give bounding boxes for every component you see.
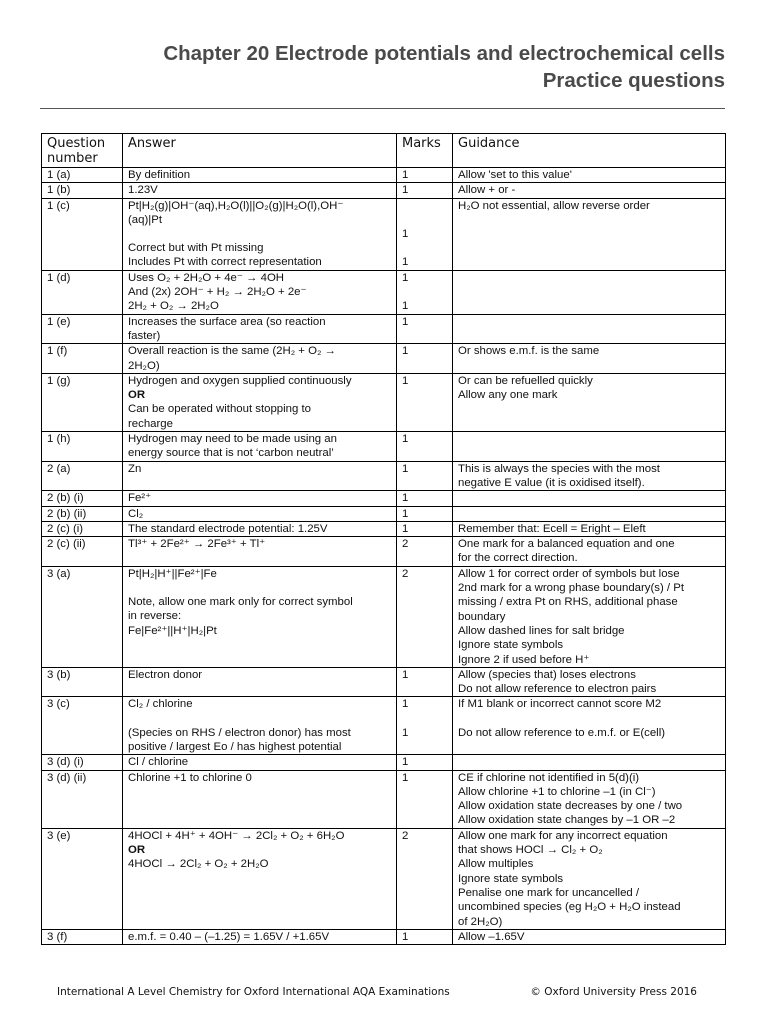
table-row (42, 491, 726, 506)
column-header-guidance: Guidance (453, 134, 726, 168)
answer-line: Includes Pt with correct representation (128, 256, 322, 269)
answer-cell (123, 432, 397, 462)
answer-cell (123, 566, 397, 667)
question-number: 2 (a) (42, 461, 123, 491)
guidance-cell (453, 373, 726, 431)
answer-line: Tl³⁺ + 2Fe²⁺ → 2Fe³⁺ + Tl⁺ (128, 538, 266, 551)
marks-cell (397, 461, 453, 491)
question-number: 1 (d) (42, 270, 123, 314)
question-number: 3 (a) (42, 566, 123, 667)
question-number: 1 (f) (42, 344, 123, 374)
answer-cell (123, 667, 397, 697)
marks-line: 1 (402, 271, 409, 284)
marks-line: 2 (402, 829, 409, 842)
answer-line: Pt|H₂|H⁺||Fe²⁺|Fe (128, 567, 217, 580)
marks-line: 1 (402, 522, 409, 535)
answer-cell (123, 344, 397, 374)
table-row (42, 344, 726, 374)
answer-line: Overall reaction is the same (2H₂ + O₂ → (128, 345, 336, 358)
table-row (42, 929, 726, 944)
table-row (42, 432, 726, 462)
answer-line (128, 581, 392, 595)
answer-line: (Species on RHS / electron donor) has most (128, 726, 351, 739)
answer-line (128, 227, 392, 241)
answer-cell (123, 270, 397, 314)
answer-cell (123, 183, 397, 198)
guidance-line: This is always the species with the most (458, 462, 660, 475)
guidance-cell (453, 168, 726, 183)
question-number: 2 (b) (ii) (42, 506, 123, 521)
header-divider (40, 108, 725, 109)
question-number: 1 (h) (42, 432, 123, 462)
marks-cell (397, 432, 453, 462)
guidance-cell (453, 344, 726, 374)
guidance-line: Allow one mark for any incorrect equation (458, 829, 668, 842)
marks-line: 1 (402, 930, 409, 943)
answer-line: Chlorine +1 to chlorine 0 (128, 771, 252, 784)
guidance-line: CE if chlorine not identified in 5(d)(i) (458, 771, 640, 784)
marks-line: 1 (402, 771, 409, 784)
guidance-line (458, 315, 721, 329)
guidance-cell (453, 198, 726, 270)
marks-line: 2 (402, 567, 409, 580)
table-header-row (42, 134, 726, 168)
answer-line: in reverse: (128, 610, 182, 623)
answer-line: Note, allow one mark only for correct symbol (128, 596, 353, 609)
marks-cell (397, 770, 453, 828)
guidance-line: Allow oxidation state changes by –1 OR –2 (458, 814, 676, 827)
guidance-line: If M1 blank or incorrect cannot score M2 (458, 698, 662, 711)
answer-cell (123, 521, 397, 536)
guidance-cell (453, 521, 726, 536)
guidance-cell (453, 667, 726, 697)
table-row (42, 755, 726, 770)
answer-cell (123, 198, 397, 270)
guidance-line: Allow oxidation state decreases by one / two (458, 800, 683, 813)
guidance-line: Ignore state symbols (458, 872, 564, 885)
guidance-line: Allow any one mark (458, 389, 558, 402)
question-number: 1 (g) (42, 373, 123, 431)
guidance-line: that shows HOCl → Cl₂ + O₂ (458, 844, 603, 857)
question-number: 1 (e) (42, 314, 123, 344)
chapter-title: Chapter 20 Electrode potentials and electrochemical cells (163, 42, 725, 65)
marks-cell (397, 314, 453, 344)
answer-line: 4HOCl + 4H⁺ + 4OH⁻ → 2Cl₂ + O₂ + 6H₂O (128, 829, 345, 842)
marks-line: 1 (402, 374, 409, 387)
answer-line: (aq)|Pt (128, 213, 162, 226)
marks-line (402, 241, 448, 255)
guidance-line: Allow 1 for correct order of symbols but lose (458, 567, 680, 580)
question-number: 3 (f) (42, 929, 123, 944)
guidance-line (458, 755, 721, 769)
marks-cell (397, 929, 453, 944)
answer-line: OR (128, 844, 146, 857)
question-number: 3 (d) (i) (42, 755, 123, 770)
question-number: 3 (b) (42, 667, 123, 697)
guidance-line: of 2H₂O) (458, 915, 503, 928)
marks-cell (397, 521, 453, 536)
marks-cell (397, 566, 453, 667)
guidance-line: One mark for a balanced equation and one (458, 538, 675, 551)
answer-cell (123, 461, 397, 491)
answer-line: energy source that is not ‘carbon neutral’ (128, 447, 334, 460)
answer-line: Correct but with Pt missing (128, 242, 264, 255)
answer-line: recharge (128, 417, 173, 430)
answer-cell (123, 828, 397, 929)
page-header (163, 40, 725, 94)
marks-line: 1 (402, 492, 409, 505)
answer-line: Electron donor (128, 668, 203, 681)
answer-line: Can be operated without stopping to (128, 403, 312, 416)
answer-line: Uses O₂ + 2H₂O + 4e⁻ → 4OH (128, 271, 285, 284)
table-row (42, 770, 726, 828)
answer-line: 1.23V (128, 184, 158, 197)
marks-cell (397, 755, 453, 770)
guidance-line: Do not allow reference to electron pairs (458, 683, 657, 696)
marks-line (402, 285, 448, 299)
marks-cell (397, 270, 453, 314)
marks-line: 1 (402, 462, 409, 475)
guidance-cell (453, 491, 726, 506)
answer-line: Pt|H₂(g)|OH⁻(aq),H₂O(l)||O₂(g)|H₂O(l),OH⁻ (128, 199, 344, 212)
answer-line: 2H₂ + O₂ → 2H₂O (128, 300, 219, 313)
guidance-cell (453, 929, 726, 944)
marks-cell (397, 491, 453, 506)
answer-line (128, 712, 392, 726)
question-number: 1 (b) (42, 183, 123, 198)
answer-line: The standard electrode potential: 1.25V (128, 522, 328, 535)
guidance-line: uncombined species (eg H₂O + H₂O instead (458, 901, 681, 914)
guidance-line: missing / extra Pt on RHS, additional phase (458, 596, 678, 609)
guidance-line: negative E value (it is oxidised itself). (458, 476, 645, 489)
guidance-cell (453, 828, 726, 929)
answer-line: Increases the surface area (so reaction (128, 315, 326, 328)
answer-line: e.m.f. = 0.40 – (–1.25) = 1.65V / +1.65V (128, 930, 330, 943)
guidance-line: Allow multiples (458, 858, 534, 871)
answer-line: Cl₂ (128, 507, 144, 520)
guidance-line: Ignore 2 if used before H⁺ (458, 653, 590, 666)
answer-cell (123, 697, 397, 755)
column-header-marks: Marks (397, 134, 453, 168)
question-number: 3 (c) (42, 697, 123, 755)
question-number: 2 (b) (i) (42, 491, 123, 506)
answer-cell (123, 537, 397, 567)
answer-line: OR (128, 389, 146, 402)
marks-line: 1 (402, 255, 409, 268)
answer-cell (123, 755, 397, 770)
guidance-line: Penalise one mark for uncancelled / (458, 886, 640, 899)
marks-line: 1 (402, 184, 409, 197)
marks-line: 2 (402, 538, 409, 551)
table-row (42, 198, 726, 270)
footer-publication: International A Level Chemistry for Oxford International AQA Examinations (57, 986, 450, 998)
answer-cell (123, 491, 397, 506)
table-row (42, 270, 726, 314)
answer-cell (123, 373, 397, 431)
answer-line: Hydrogen and oxygen supplied continuously (128, 374, 352, 387)
marks-cell (397, 697, 453, 755)
guidance-line: Or shows e.m.f. is the same (458, 345, 600, 358)
answer-line: And (2x) 2OH⁻ + H₂ → 2H₂O + 2e⁻ (128, 286, 307, 299)
mark-scheme-table (41, 133, 726, 945)
table-row (42, 521, 726, 536)
guidance-line (458, 507, 721, 521)
marks-line: 1 (402, 433, 409, 446)
marks-cell (397, 168, 453, 183)
marks-line: 1 (402, 227, 409, 240)
table-row (42, 828, 726, 929)
guidance-line: Or can be refuelled quickly (458, 374, 593, 387)
question-number: 1 (c) (42, 198, 123, 270)
marks-line (402, 213, 448, 227)
marks-cell (397, 198, 453, 270)
guidance-line: 2nd mark for a wrong phase boundary(s) / Pt (458, 582, 685, 595)
guidance-line: Allow –1.65V (458, 930, 525, 943)
answer-line: Fe|Fe²⁺||H⁺|H₂|Pt (128, 624, 217, 637)
column-header-question: Question number (42, 134, 123, 168)
table-row (42, 183, 726, 198)
guidance-line: Allow + or - (458, 184, 516, 197)
marks-line: 1 (402, 756, 409, 769)
answer-line: Zn (128, 462, 142, 475)
guidance-line (458, 432, 721, 446)
marks-cell (397, 828, 453, 929)
guidance-line (458, 712, 721, 726)
marks-line: 1 (402, 726, 409, 739)
guidance-line: Ignore state symbols (458, 639, 564, 652)
marks-cell (397, 344, 453, 374)
answer-cell (123, 929, 397, 944)
answer-line: By definition (128, 169, 191, 181)
marks-line: 1 (402, 345, 409, 358)
guidance-cell (453, 432, 726, 462)
marks-line: 1 (402, 507, 409, 520)
answer-cell (123, 770, 397, 828)
guidance-cell (453, 770, 726, 828)
table-row (42, 506, 726, 521)
answer-line: Cl₂ / chlorine (128, 698, 193, 711)
guidance-cell (453, 183, 726, 198)
marks-line (402, 199, 448, 213)
marks-line: 1 (402, 315, 409, 328)
answer-line: positive / largest Eo / has highest potential (128, 740, 342, 753)
marks-line: 1 (402, 300, 409, 313)
question-number: 2 (c) (i) (42, 521, 123, 536)
guidance-line (458, 491, 721, 505)
guidance-line: H₂O not essential, allow reverse order (458, 199, 650, 212)
guidance-line: Do not allow reference to e.m.f. or E(cell) (458, 726, 666, 739)
answer-cell (123, 314, 397, 344)
footer-copyright: © Oxford University Press 2016 (530, 986, 697, 998)
guidance-line: boundary (458, 610, 506, 623)
table-row (42, 566, 726, 667)
guidance-line: for the correct direction. (458, 552, 578, 565)
column-header-answer: Answer (123, 134, 397, 168)
guidance-cell (453, 697, 726, 755)
guidance-cell (453, 566, 726, 667)
guidance-cell (453, 270, 726, 314)
guidance-cell (453, 755, 726, 770)
answer-line: faster) (128, 329, 161, 342)
answer-line: Cl / chlorine (128, 756, 189, 769)
guidance-line (458, 271, 721, 285)
table-row (42, 667, 726, 697)
answer-line: Hydrogen may need to be made using an (128, 433, 337, 446)
answer-line: 2H₂O) (128, 359, 160, 372)
question-number: 2 (c) (ii) (42, 537, 123, 567)
marks-cell (397, 506, 453, 521)
guidance-line: Allow chlorine +1 to chlorine –1 (in Cl⁻) (458, 785, 656, 798)
question-number: 3 (d) (ii) (42, 770, 123, 828)
guidance-line: Allow (species that) loses electrons (458, 668, 636, 681)
marks-cell (397, 183, 453, 198)
marks-cell (397, 373, 453, 431)
table-row (42, 537, 726, 567)
guidance-line: Allow dashed lines for salt bridge (458, 624, 625, 637)
marks-line (402, 712, 448, 726)
answer-line: Fe²⁺ (128, 492, 152, 505)
guidance-cell (453, 314, 726, 344)
marks-cell (397, 667, 453, 697)
answer-line: 4HOCl → 2Cl₂ + O₂ + 2H₂O (128, 858, 269, 871)
guidance-cell (453, 461, 726, 491)
table-row (42, 314, 726, 344)
table-row (42, 168, 726, 183)
table-row (42, 373, 726, 431)
table-row (42, 461, 726, 491)
question-number: 3 (e) (42, 828, 123, 929)
page-subtitle: Practice questions (542, 69, 725, 92)
guidance-line: Allow 'set to this value' (458, 169, 572, 181)
question-number: 1 (a) (42, 168, 123, 183)
marks-line: 1 (402, 698, 409, 711)
table-row (42, 697, 726, 755)
guidance-cell (453, 537, 726, 567)
answer-cell (123, 506, 397, 521)
marks-line: 1 (402, 668, 409, 681)
marks-line: 1 (402, 169, 409, 181)
guidance-line: Remember that: Ecell = Eright – Eleft (458, 522, 646, 535)
answer-cell (123, 168, 397, 183)
guidance-cell (453, 506, 726, 521)
marks-cell (397, 537, 453, 567)
